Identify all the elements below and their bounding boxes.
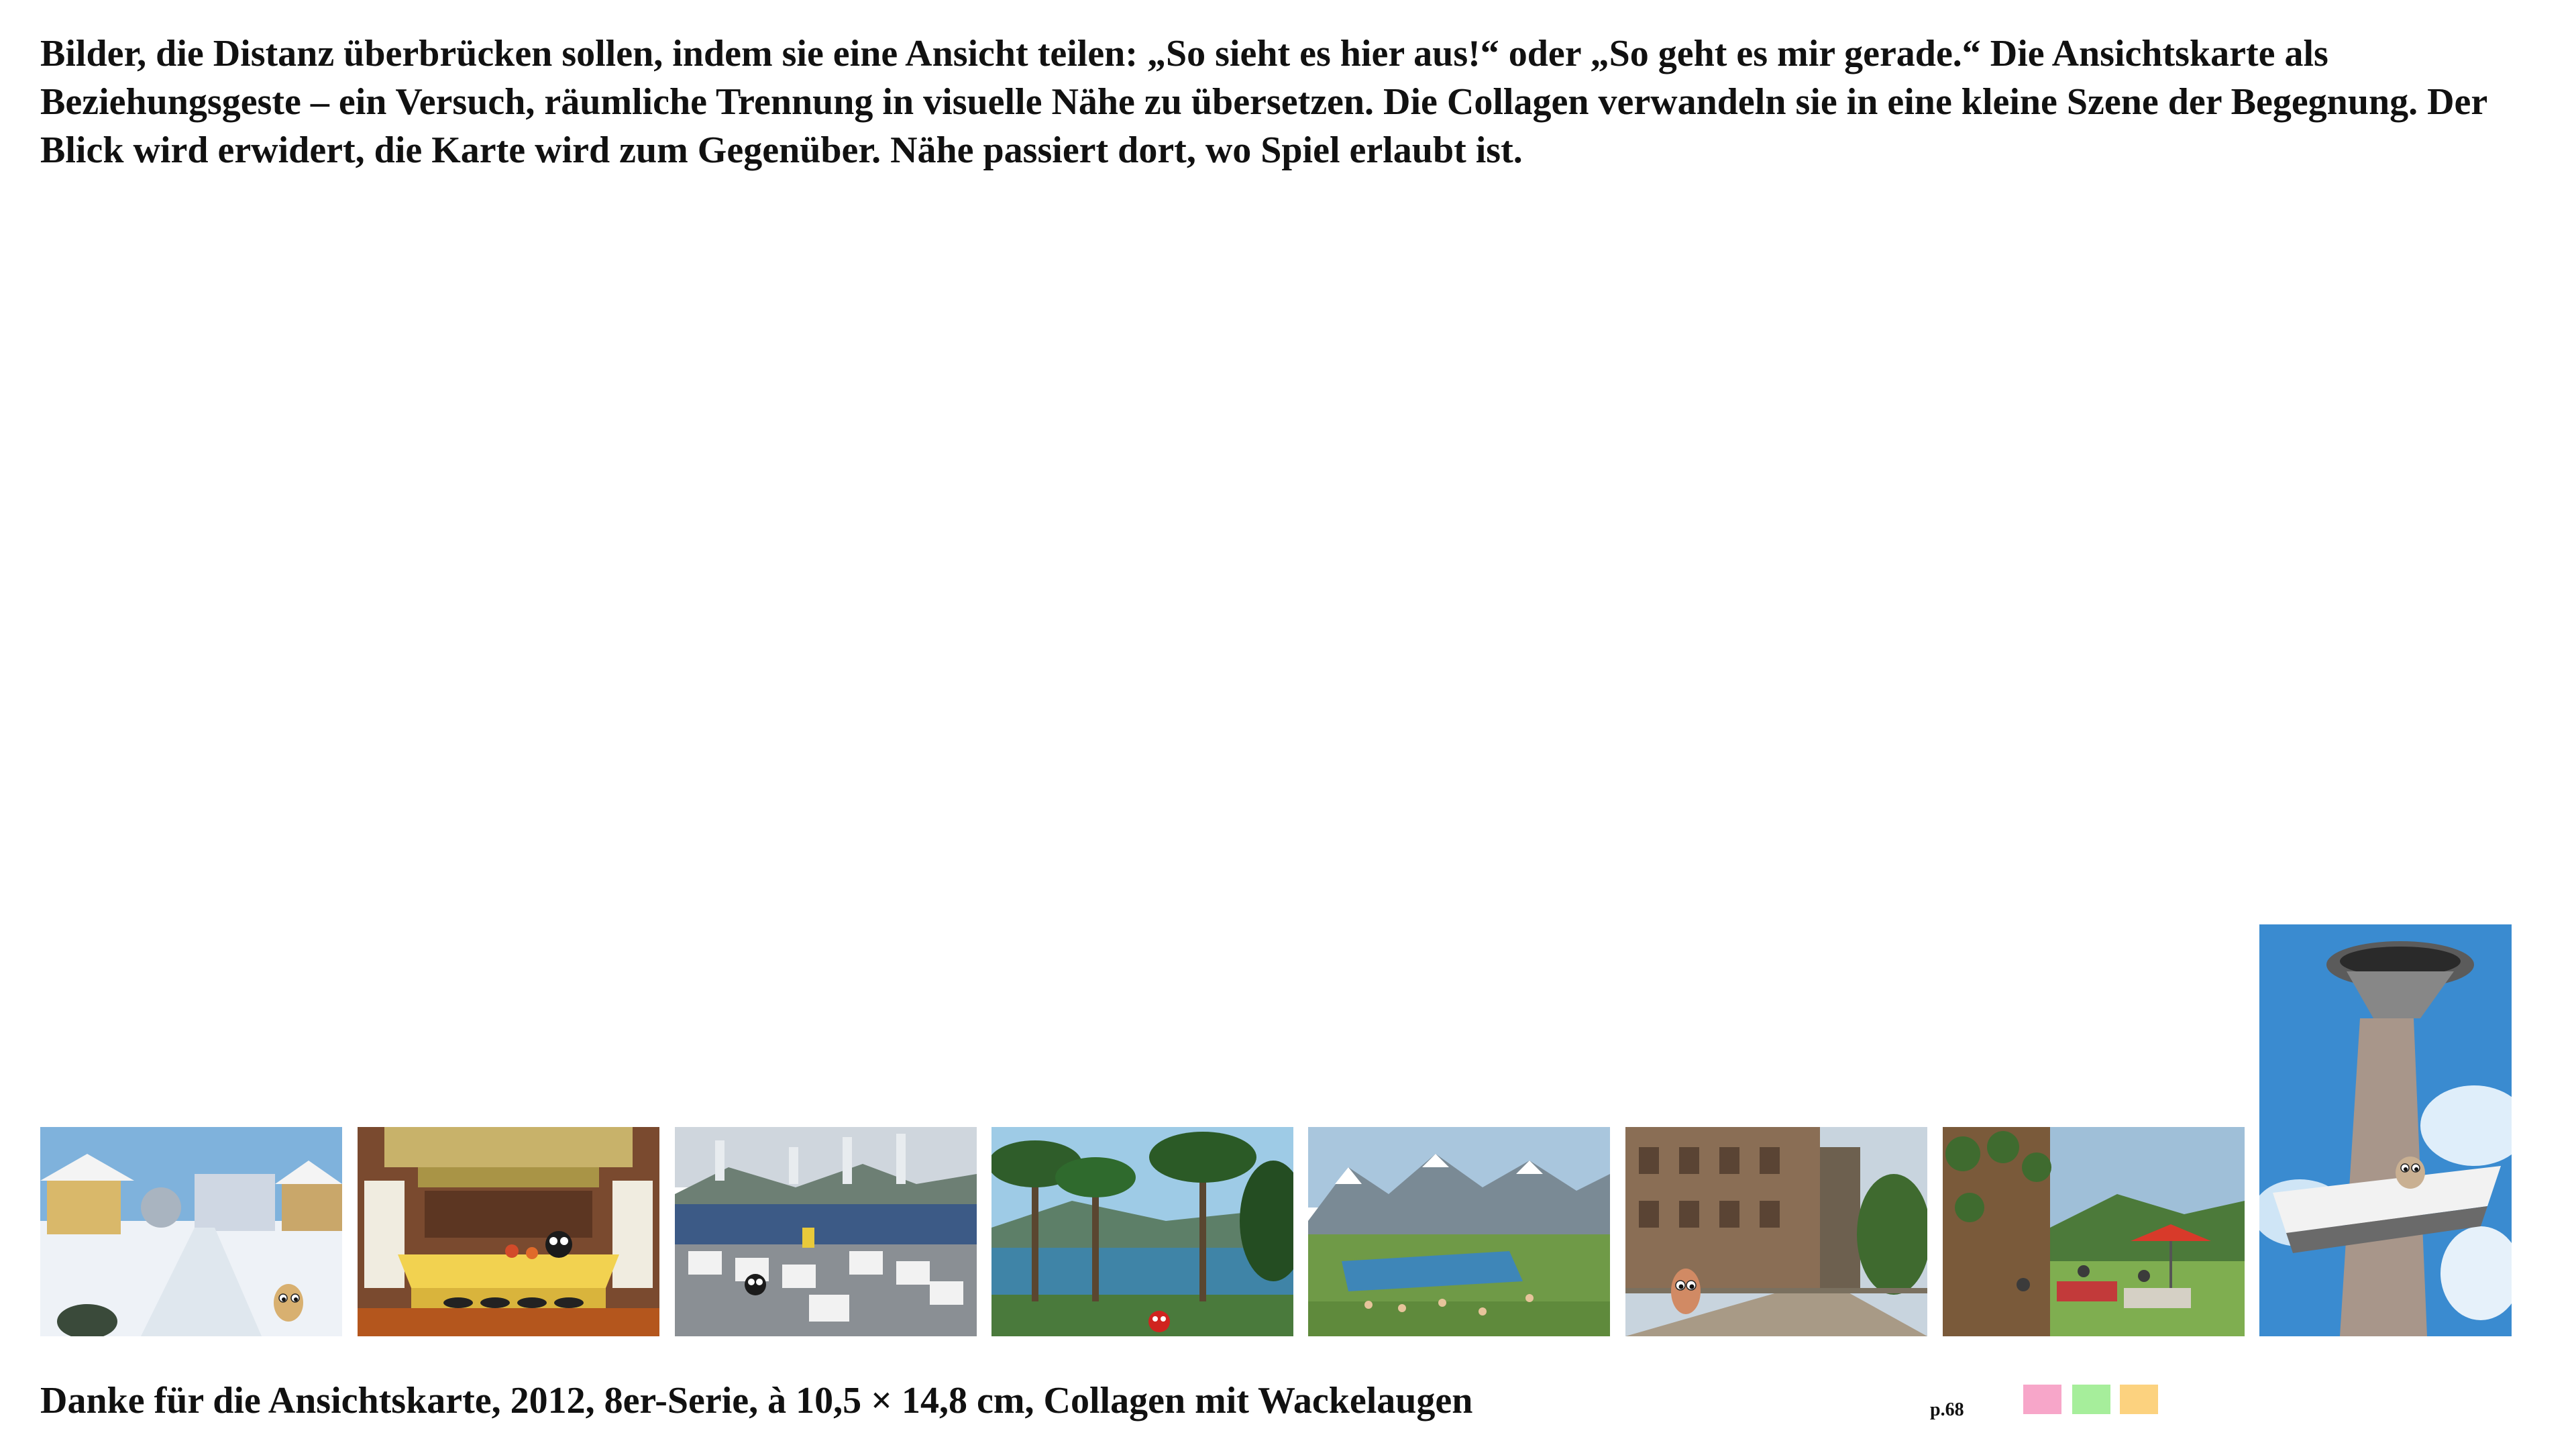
postcard-6-old-street — [1625, 1127, 1927, 1336]
postcard-1-snowy-town — [40, 1127, 342, 1336]
swatch-pink[interactable] — [2023, 1385, 2061, 1414]
postcard-4-palms-lake — [991, 1127, 1293, 1336]
postcard-2-kitchen — [358, 1127, 659, 1336]
postcard-7-garden-restaurant — [1943, 1127, 2245, 1336]
page-number: p.68 — [1930, 1399, 1964, 1420]
postcard-5-pool-mountains — [1308, 1127, 1610, 1336]
swatch-green[interactable] — [2072, 1385, 2110, 1414]
swatch-orange[interactable] — [2120, 1385, 2158, 1414]
postcard-8-tower — [2259, 924, 2512, 1336]
intro-paragraph: Bilder, die Distanz überbrücken sollen, indem sie eine Ansicht teilen: „So sieht es hier aus!“ oder „So geht es mir gerade.“ Die Ansichtskarte als Beziehungsgeste – ein Versuch, räumliche Trennung in visuelle Nähe zu übersetzen. Die Collagen verwandeln sie in eine kleine Szene der Begegnung. Der Blick wird erwidert, die Karte wird zum Gegenüber. Nähe passiert dort, wo Spiel erlaubt ist. — [40, 33, 2487, 171]
postcard-3-terrace — [675, 1127, 977, 1336]
artwork-caption: Danke für die Ansichtskarte, 2012, 8er-Serie, à 10,5 × 14,8 cm, Collagen mit Wackelaugen — [40, 1380, 1473, 1421]
